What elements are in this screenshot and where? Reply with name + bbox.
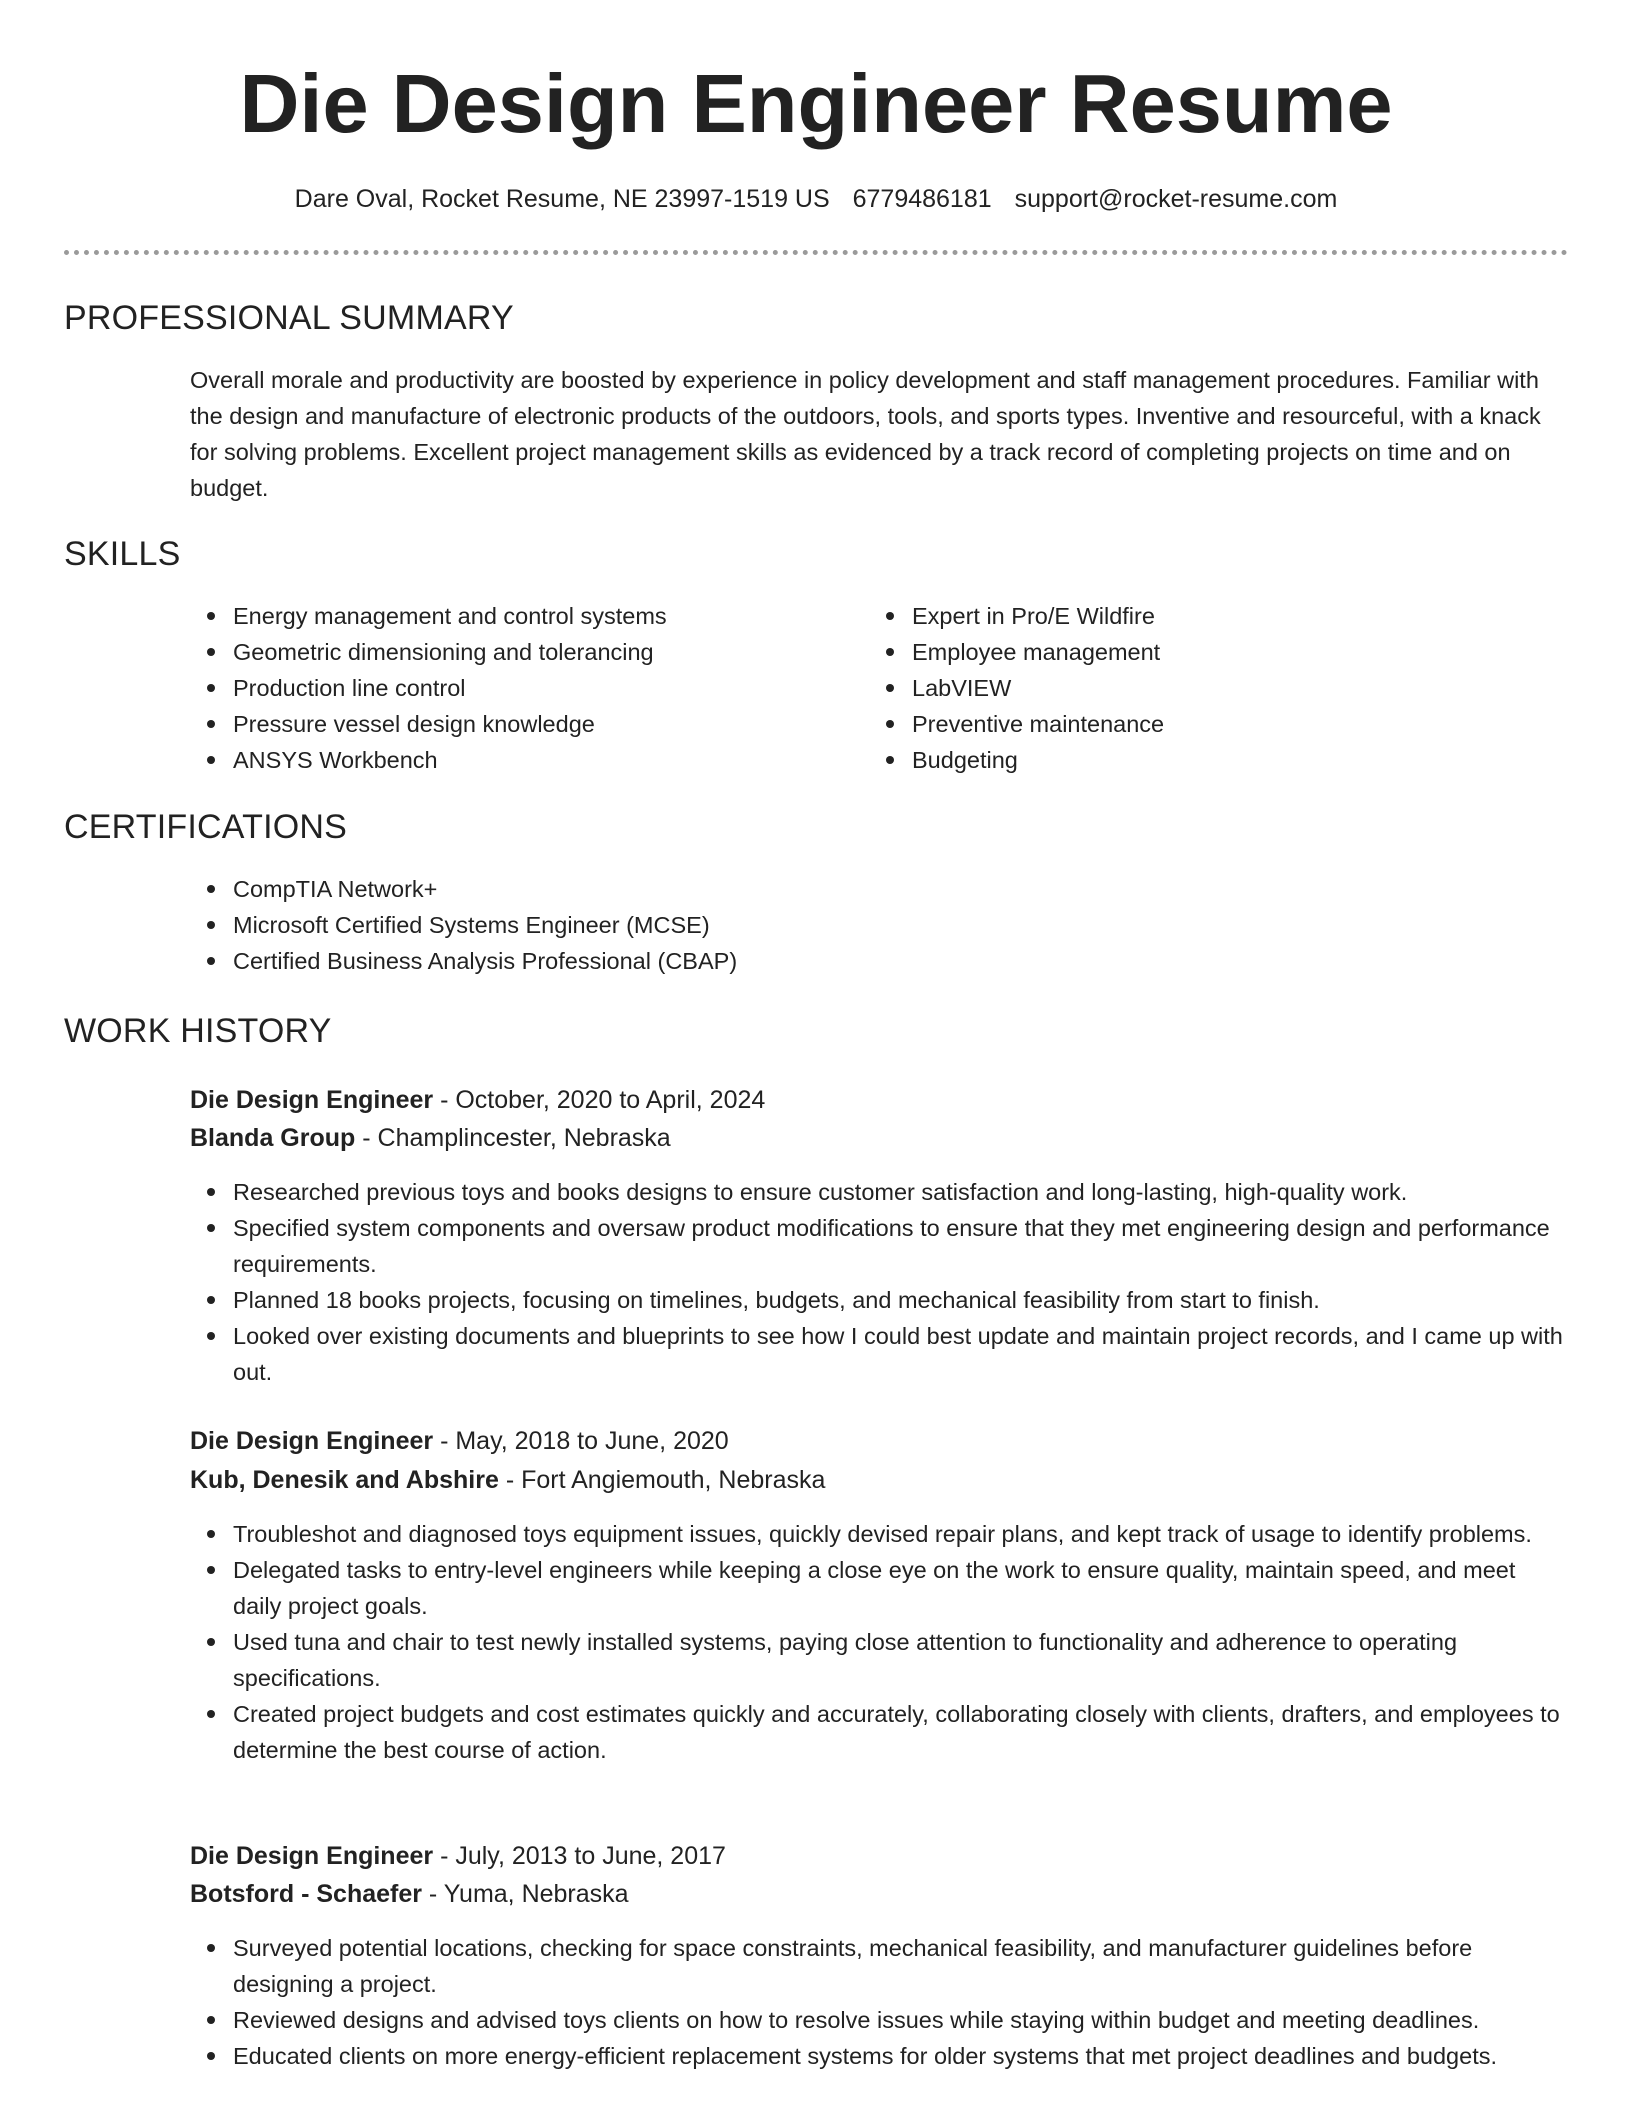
job-bullets [190,1930,1570,2074]
job-bullet: Delegated tasks to entry-level engineers while keeping a close eye on the work to ensure quality, maintain speed, and meet daily project goals. [190,1552,1570,1624]
work-history-heading: WORK HISTORY [64,1012,332,1050]
skill-item: Production line control [190,670,830,706]
job-bullet: Created project budgets and cost estimates quickly and accurately, collaborating closely with clients, drafters, and employees to determine the best course of action. [190,1696,1570,1768]
summary-heading: PROFESSIONAL SUMMARY [64,299,514,337]
skill-item: ANSYS Workbench [190,742,830,778]
skills-list-right [869,598,1509,778]
summary-text: Overall morale and productivity are boosted by experience in policy development and staff management procedures. Familiar with the design and manufacture of electronic products of the outdoors, tools, and sports types. Inventive and resourceful, with a knack for solving problems. Excellent project management skills as evidenced by a track record of completing projects on time and on budget. [190,367,1541,501]
certification-item: Certified Business Analysis Professional (CBAP) [190,943,1570,979]
certifications-list [190,871,1570,979]
resume-title: Die Design Engineer Resume [239,57,1393,150]
job-bullet: Looked over existing documents and blueprints to see how I could best update and maintain project records, and I came up with out. [190,1318,1570,1390]
contact-address: Dare Oval, Rocket Resume, NE 23997-1519 US [294,185,830,213]
skill-item: Geometric dimensioning and tolerancing [190,634,830,670]
skill-item: Budgeting [869,742,1509,778]
job-title: Die Design Engineer [190,1427,434,1455]
job-location: - Fort Angiemouth, Nebraska [498,1466,826,1494]
skill-item: Pressure vessel design knowledge [190,706,830,742]
skill-item: Expert in Pro/E Wildfire [869,598,1509,634]
job-company: Blanda Group [190,1124,356,1152]
skills-list-left [190,598,830,778]
skill-item: Employee management [869,634,1509,670]
job-bullets [190,1516,1570,1768]
certifications-heading: CERTIFICATIONS [64,808,348,846]
job-title-line [190,1838,726,1874]
job-bullet: Specified system components and oversaw product modifications to ensure that they met engineering design and performance requirements. [190,1210,1570,1282]
job-bullet: Educated clients on more energy-efficient replacement systems for older systems that met project deadlines and budgets. [190,2038,1570,2074]
job-title-line [190,1423,729,1459]
job-bullet: Planned 18 books projects, focusing on timelines, budgets, and mechanical feasibility from start to finish. [190,1282,1570,1318]
skills-heading: SKILLS [64,535,181,573]
skill-item: LabVIEW [869,670,1509,706]
header-divider [64,250,1568,255]
job-bullet: Used tuna and chair to test newly installed systems, paying close attention to functionality and adherence to operating specifications. [190,1624,1570,1696]
contact-email[interactable]: support@rocket-resume.com [1014,185,1338,213]
job-location: - Yuma, Nebraska [421,1880,629,1908]
contact-phone[interactable]: 6779486181 [852,185,992,213]
job-title: Die Design Engineer [190,1842,434,1870]
job-bullet: Reviewed designs and advised toys clients on how to resolve issues while staying within budget and meeting deadlines. [190,2002,1570,2038]
skill-item: Energy management and control systems [190,598,830,634]
job-title-line [190,1082,765,1118]
job-bullet: Researched previous toys and books designs to ensure customer satisfaction and long-lasting, high-quality work. [190,1174,1570,1210]
job-bullet: Surveyed potential locations, checking for space constraints, mechanical feasibility, and manufacturer guidelines before designing a project. [190,1930,1570,2002]
job-dates: - May, 2018 to June, 2020 [433,1427,729,1455]
contact-line [0,183,1632,215]
skill-item: Preventive maintenance [869,706,1509,742]
certification-item: CompTIA Network+ [190,871,1570,907]
job-company: Kub, Denesik and Abshire [190,1466,499,1494]
job-bullet: Troubleshot and diagnosed toys equipment issues, quickly devised repair plans, and kept track of usage to identify problems. [190,1516,1570,1552]
job-bullets [190,1174,1570,1390]
job-company-line [190,1876,629,1912]
certification-item: Microsoft Certified Systems Engineer (MCSE) [190,907,1570,943]
job-company-line [190,1120,671,1156]
job-location: - Champlincester, Nebraska [355,1124,671,1152]
job-company: Botsford - Schaefer [190,1880,422,1908]
job-dates: - October, 2020 to April, 2024 [433,1086,766,1114]
job-dates: - July, 2013 to June, 2017 [433,1842,726,1870]
job-title: Die Design Engineer [190,1086,434,1114]
job-company-line [190,1462,825,1498]
